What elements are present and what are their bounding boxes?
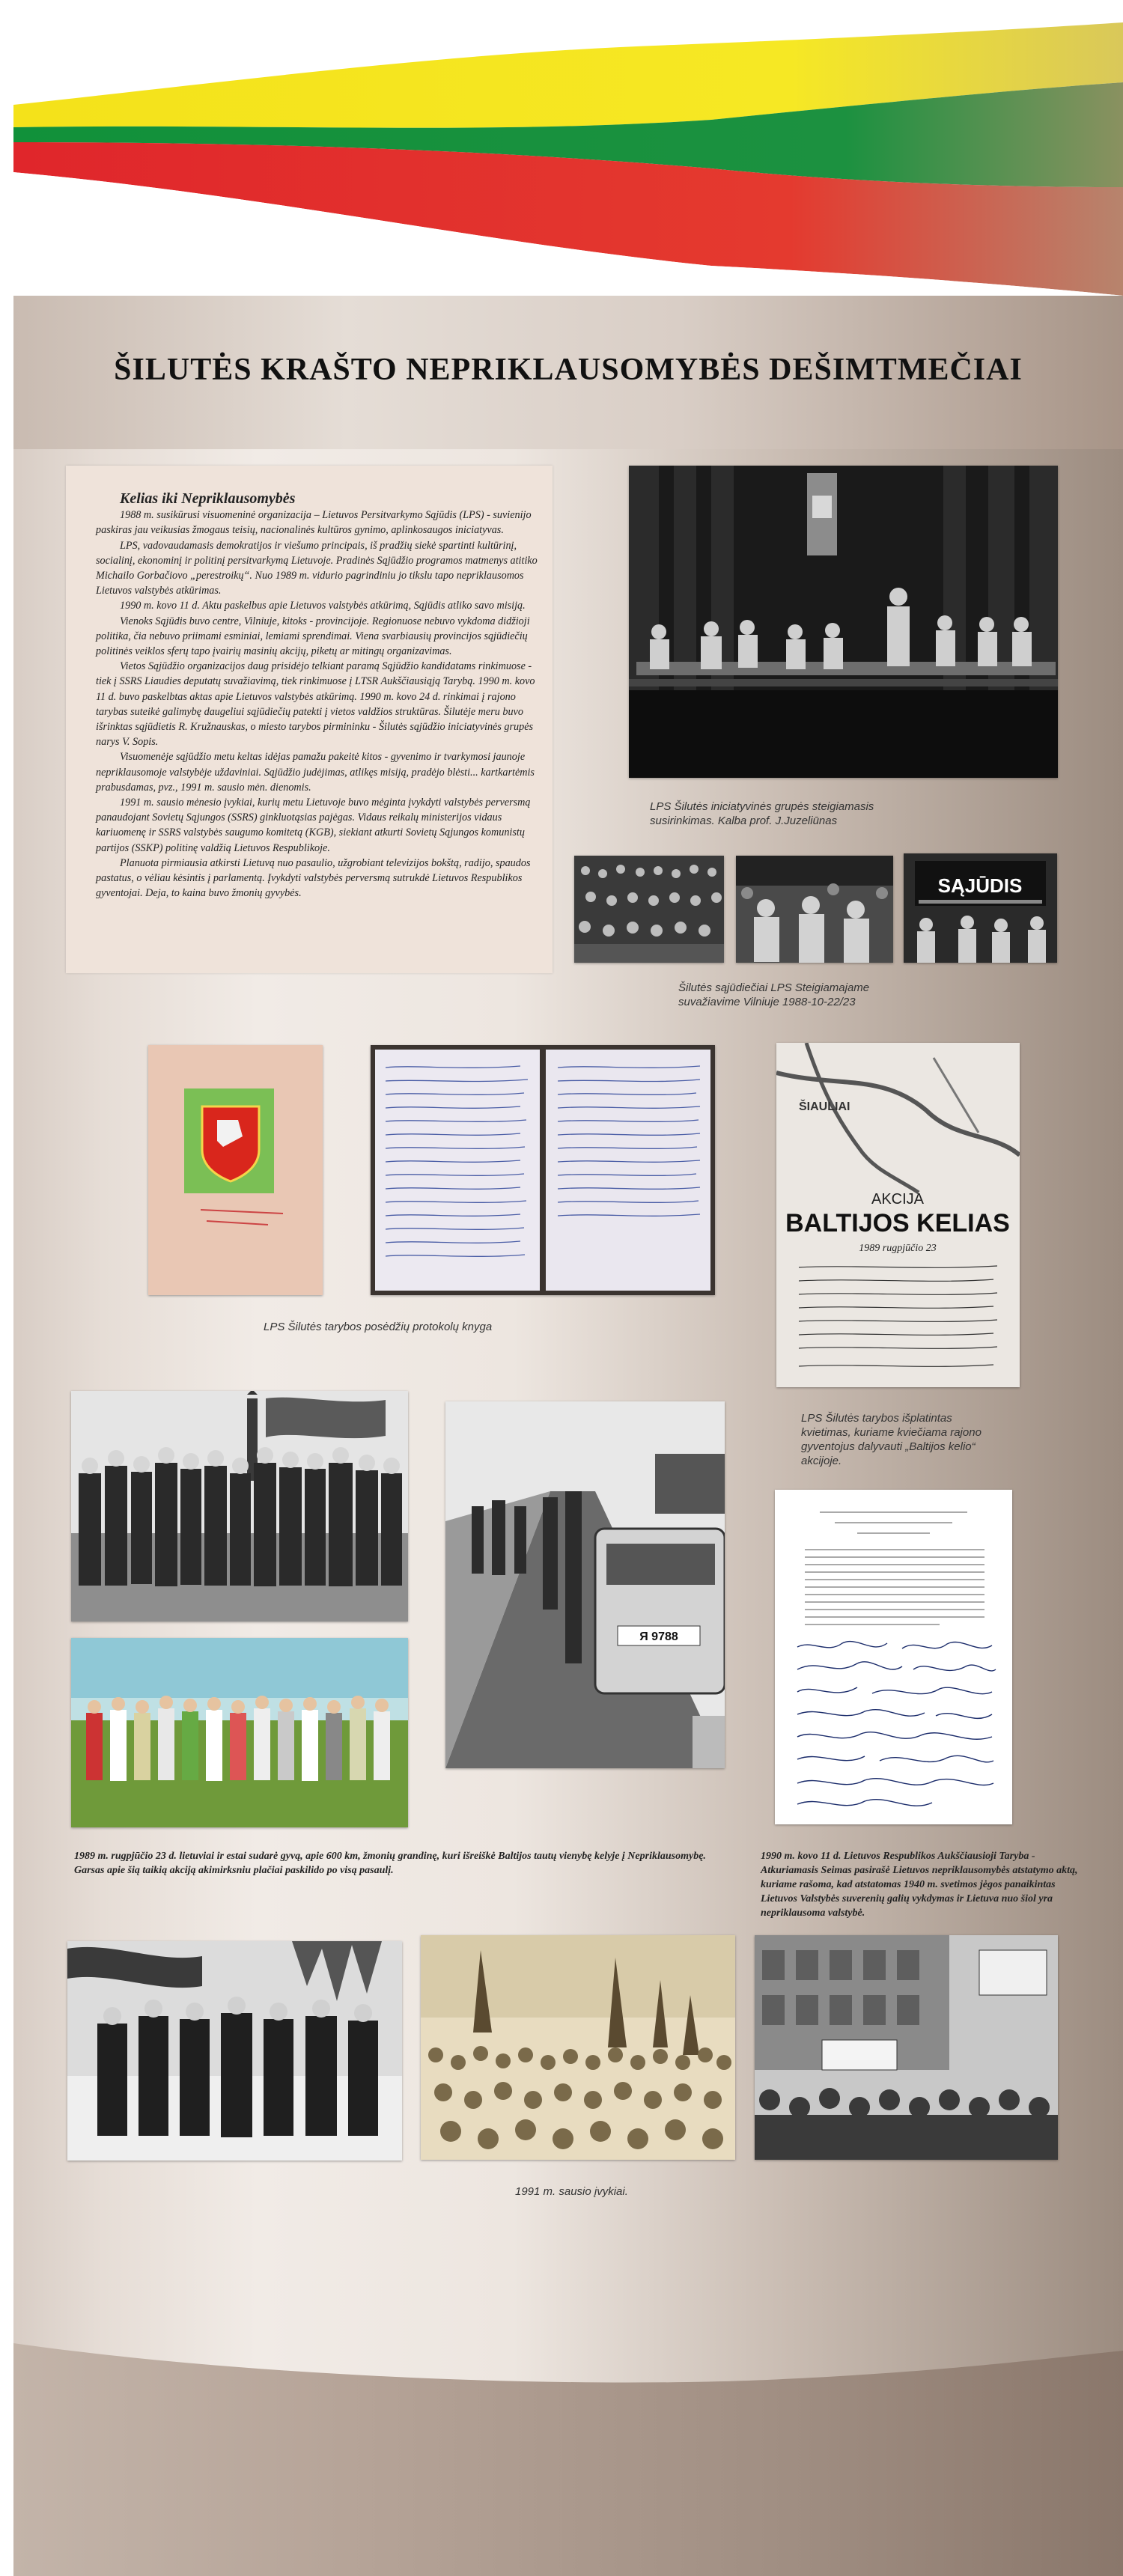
independence-act-caption: 1990 m. kovo 11 d. Lietuvos Respublikos Aukščiausioji Taryba - Atkuriamasis Seimas pasirašė Lietuvos nepriklausomybės atstatymo aktą, kuriame rašoma, kad atstatomas 1940 m. svetimos jėgos panaikintas Lietuvos Valstybės suverenių galių vykdymas ir Lietuva nuo šiol yra nepriklausoma valstybė. (761, 1851, 1078, 1919)
baltic-way-poster (776, 1043, 1020, 1387)
roadside-car-photo (445, 1401, 725, 1768)
article-paragraph: Planuota pirmiausia atkirsti Lietuvą nuo pasaulio, užgrobiant televizijos bokštą, radijo, spaudos pastatus, o vėliau kėsintis į parlamentą. Įvykdyti valstybės perversmą sutrukdė Lietuvos Respublikos gyventojai. Deja, to kaina buvo žmonių gyvybės. (96, 856, 531, 900)
article-paragraph: 1990 m. kovo 11 d. Aktu paskelbus apie Lietuvos valstybės atkūrimą, Sąjūdis atliko savo misiją. (120, 600, 526, 612)
january-flag-photo (67, 1941, 402, 2161)
invitation-caption: LPS Šilutės tarybos išplatintas kvietimas, kuriame kviečiama rajono gyventojus dalyvauti „Baltijos kelio“ akcijoje. (801, 1412, 982, 1467)
car-plate: Я 9788 (639, 1630, 678, 1643)
handwritten-protocol-photo (371, 1045, 715, 1295)
footer-wave (0, 2313, 1123, 2576)
independence-act-document (775, 1490, 1012, 1824)
congress-crowd-photo (574, 856, 724, 963)
color-group-photo (71, 1638, 408, 1827)
poster-action: AKCIJA (871, 1191, 925, 1208)
sajudis-sign-text: SĄJŪDIS (937, 874, 1023, 897)
article-paragraph: 1988 m. susikūrusi visuomeninė organizacija – Lietuvos Persitvarkymo Sąjūdis (LPS) - suvienijo paskiras jau veikusias žmogaus teisių, nacionalinės kultūros gynimo, aplinkosaugos iniciatyvas. (96, 509, 532, 537)
congress-people-photo (736, 856, 893, 963)
meeting-caption: LPS Šilutės iniciatyvinės grupės steigiamasis susirinkimas. Kalba prof. J.Juzeliūnas (650, 800, 874, 827)
congress-caption: Šilutės sąjūdiečiai LPS Steigiamajame suvažiavime Vilniuje 1988-10-22/23 (678, 981, 870, 1008)
article-textbox (66, 466, 553, 973)
sajudis-sign-photo (904, 853, 1057, 963)
article-paragraph: 1991 m. sausio mėnesio įvykiai, kurių metu Lietuvoje buvo mėginta įvykdyti valstybės perversmą panaudojant Sovietų Sąjungos (SSRS) ginkluotąsias pajėgas. Vidaus reikalų ministerijos vidaus kariuomenę ir SSRS valstybės saugumo komitetą (KGB), siekiant atkurti Sovietų Sąjungos komunistų partijos (SSKP) politinę valdžią Lietuvos Respublikoje. (96, 797, 531, 854)
flag-banner (0, 0, 1123, 314)
flag-group-photo (71, 1391, 408, 1622)
article-heading: Kelias iki Nepriklausomybės (120, 490, 296, 507)
article-paragraph: Vietos Sąjūdžio organizacijos daug prisidėjo telkiant paramą Sąjūdžio kandidatams rinkimuose - tiek į SSRS Liaudies deputatų suvažiavimą, tiek rinkimuose į LTSR Aukščiausiąją Tarybą. 1990 m. kovo 11 d. buvo paskelbtas aktas apie Lietuvos valstybės atkūrimą. 1990 m. kovo 24 d. rinkimai į rajono tarybas suteikė galimybę daugeliui sąjūdiečių patekti į vietos valdžios struktūras. Šilutėje meru buvo išrinktas sąjūdietis R. Kružnauskas, o miesto tarybos pirmininku - Šilutės sąjūdžio iniciatyvinės grupės narys V. Sopis. (96, 660, 535, 749)
january-building-photo (755, 1935, 1058, 2160)
article-paragraph: LPS, vadovaudamasis demokratijos ir viešumo principais, iš pradžių siekė spartinti kultūrinį, socialinį, ekonominį ir politinį persitvarkymą Lietuvoje. Pradinės Sąjūdžio programos matmenys atitiko Michailo Gorbačiovo „perestroikų“. Nuo 1989 m. vidurio pagrindiniu jo tikslu tapo nepriklausomos Lietuvos valstybės atkūrimas. (96, 539, 538, 597)
article-paragraph: Visuomenėje sąjūdžio metu keltas idėjas pamažu pakeitė kitos - gyvenimo ir tvarkymosi jaunoje nepriklausomoje valstybėje uždaviniai. Sąjūdžio judėjimas, atlikęs misiją, pradėjo blėsti... kartkartėmis prabusdamas, pvz., 1991 m. sausio mėn. dienomis. (96, 751, 535, 794)
protocol-book-cover (148, 1045, 323, 1295)
poster-city: ŠIAULIAI (799, 1100, 850, 1113)
article-paragraph: Vienoks Sąjūdis buvo centre, Vilniuje, kitoks - provincijoje. Regionuose nebuvo vykdoma didžioji politika, čia nebuvo priimami esminiai, lemiami sprendimai. Viena svarbiausių provincijos sąjūdiečių politinės veiklos sferų tapo įvairių masinių akcijų, piketų ar mitingų organizavimas. (96, 615, 530, 658)
january-caption: 1991 m. sausio įvykiai. (515, 2185, 628, 2198)
page-title: ŠILUTĖS KRAŠTO NEPRIKLAUSOMYBĖS DEŠIMTMEČIAI (114, 353, 1023, 387)
poster-title: BALTIJOS KELIAS (785, 1209, 1010, 1237)
poster-date: 1989 rugpjūčio 23 (859, 1243, 937, 1254)
january-crowd-photo (421, 1935, 735, 2160)
meeting-photo (629, 466, 1058, 778)
protocol-book-caption: LPS Šilutės tarybos posėdžių protokolų knyga (264, 1321, 493, 1333)
baltic-way-caption: 1989 m. rugpjūčio 23 d. lietuviai ir estai sudarė gyvą, apie 600 km, žmonių grandinę, kuri išreiškė Baltijos tautų vienybę kelyje į Nepriklausomybę. Garsas apie šią taikią akciją akimirksniu plačiai paskilido po visą pasaulį. (74, 1851, 706, 1876)
